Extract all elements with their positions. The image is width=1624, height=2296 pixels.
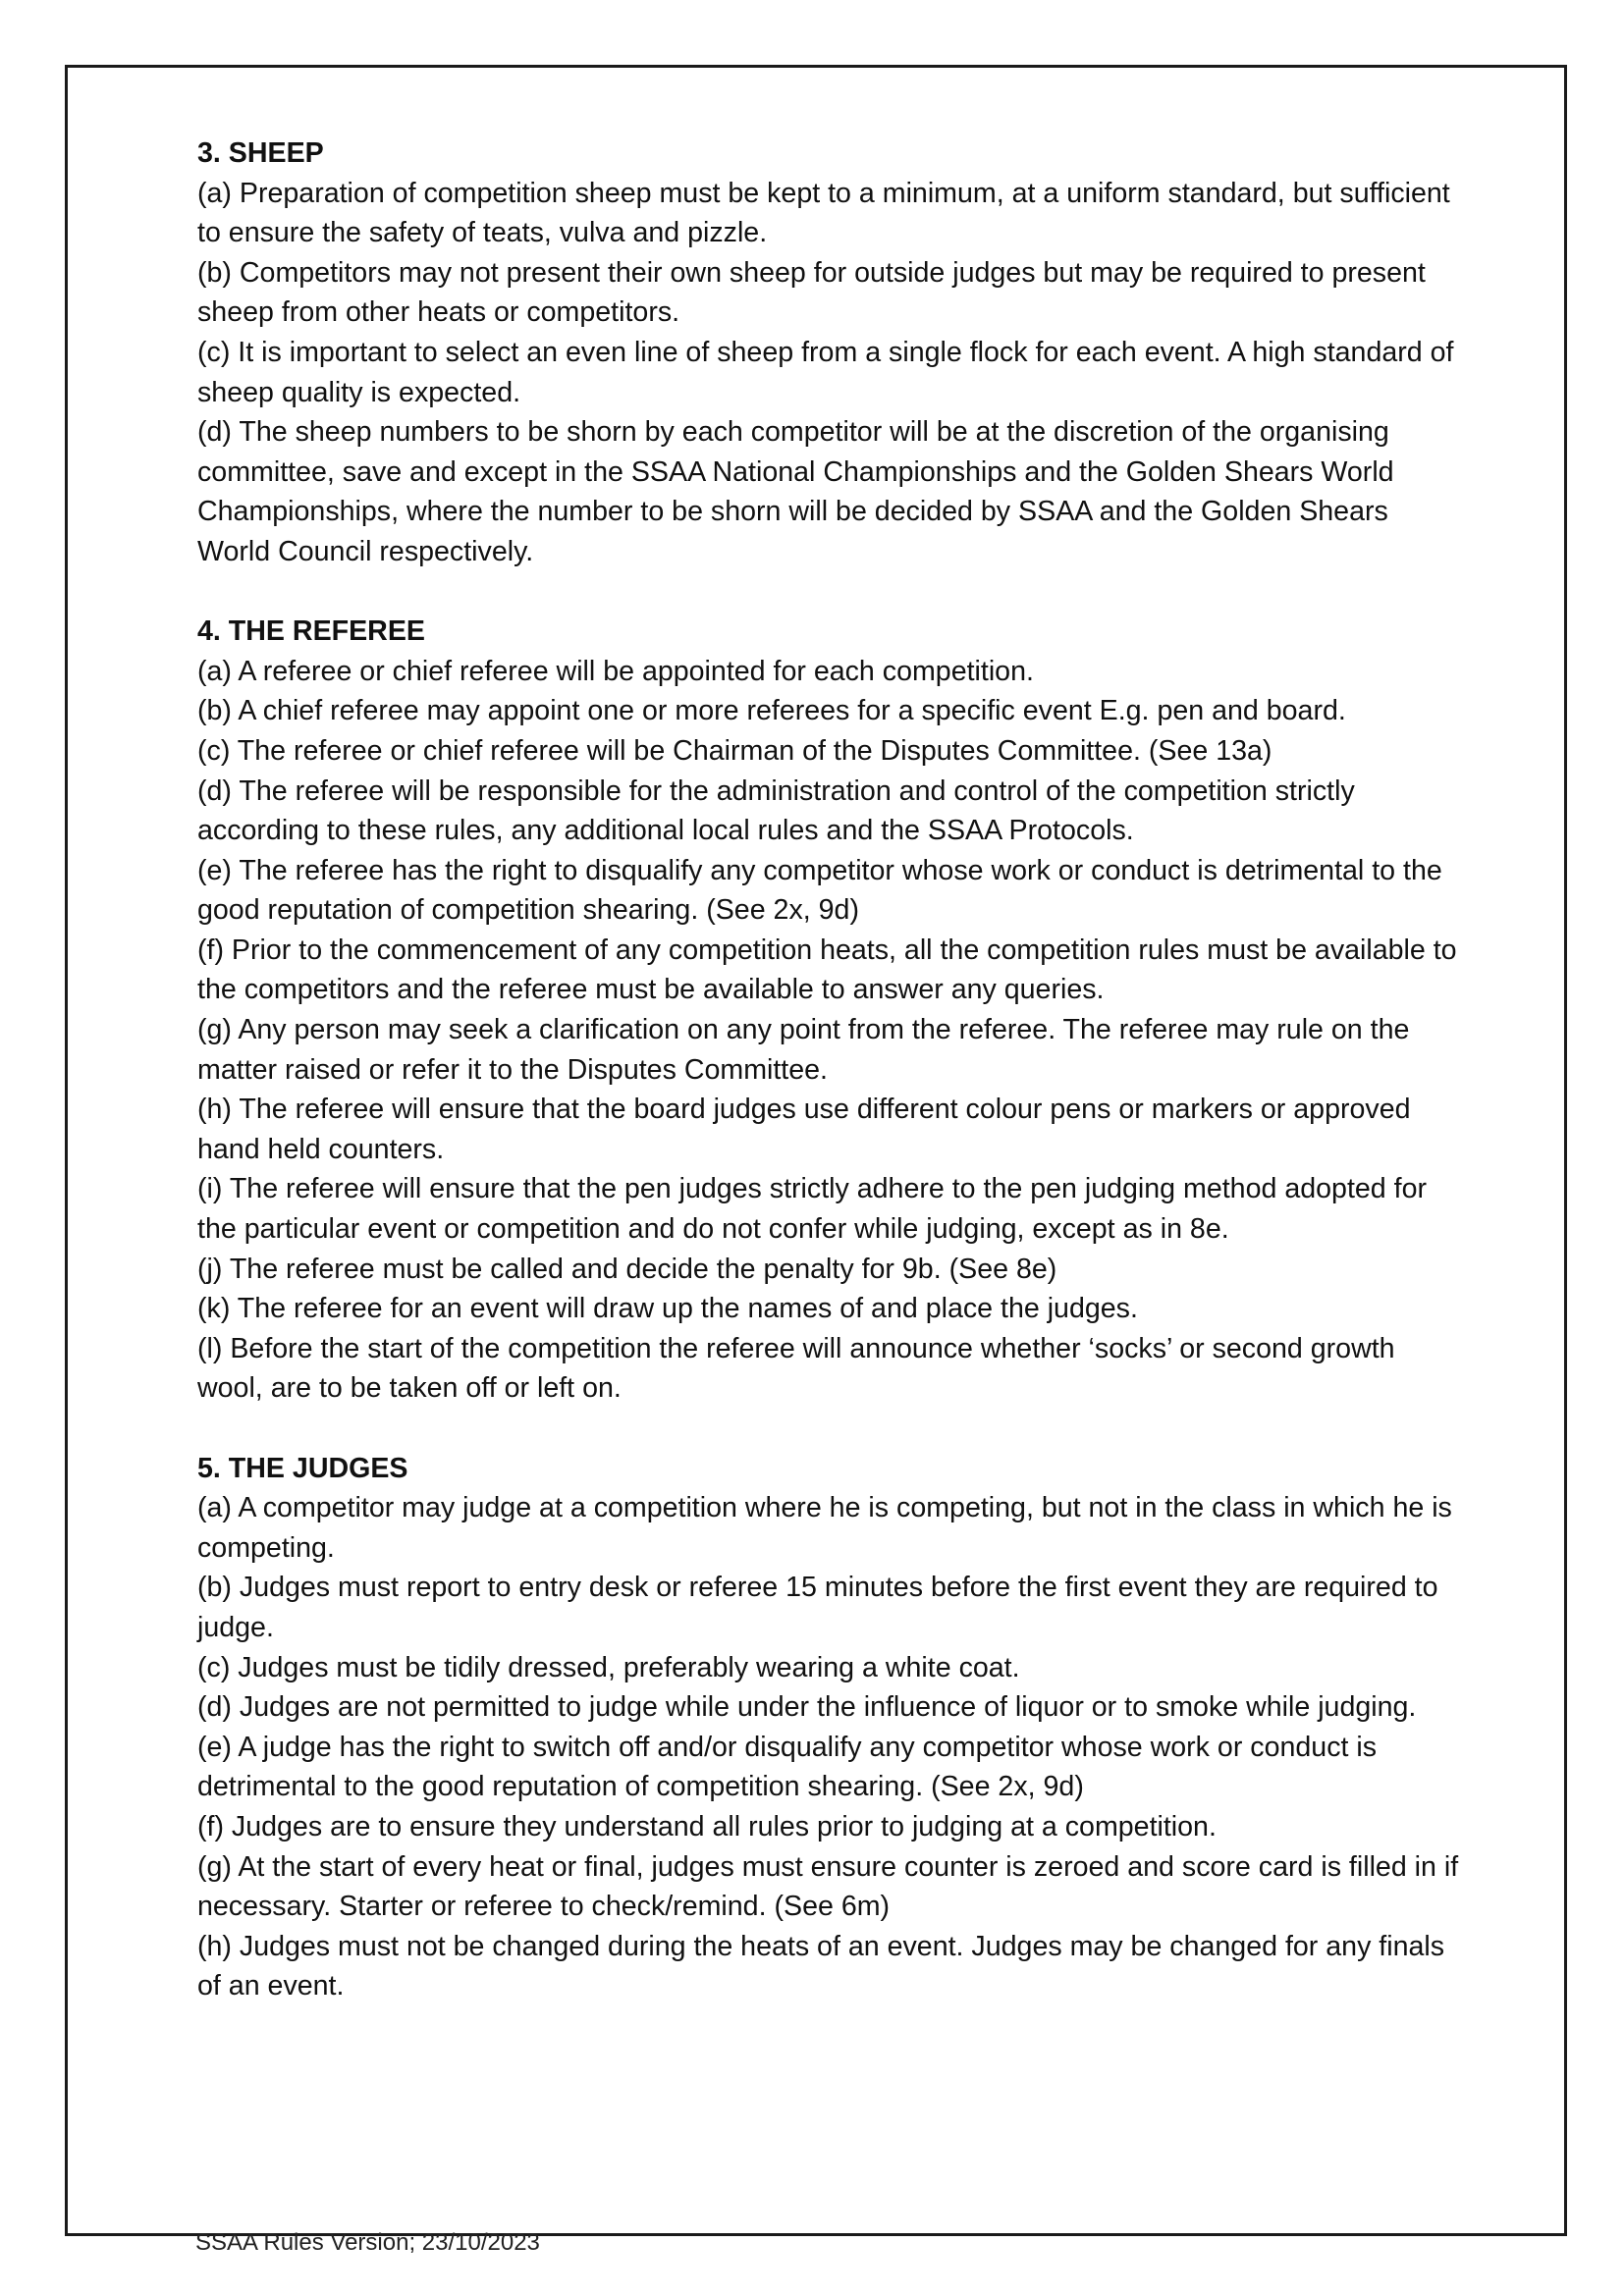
section-heading: 5. THE JUDGES: [197, 1452, 408, 1484]
rule-paragraph: (c) Judges must be tidily dressed, preferably wearing a white coat.: [197, 1651, 1020, 1683]
section-sheep: [197, 133, 1464, 572]
rule-paragraph: (b) A chief referee may appoint one or more referees for a specific event E.g. pen and board.: [197, 695, 1346, 727]
rule-paragraph: (h) The referee will ensure that the board judges use different colour pens or markers or approved hand held counters.: [197, 1094, 1411, 1165]
rule-paragraph: (c) It is important to select an even line of sheep from a single flock for each event. A high standard of sheep quality is expected.: [197, 336, 1454, 408]
rule-paragraph: (e) A judge has the right to switch off and/or disqualify any competitor whose work or conduct is detrimental to the good reputation of competition shearing. (See 2x, 9d): [197, 1731, 1378, 1803]
section-heading: 4. THE REFEREE: [197, 615, 425, 648]
footer-version: SSAA Rules Version; 23/10/2023: [195, 2229, 540, 2256]
rule-paragraph: (g) Any person may seek a clarification on any point from the referee. The referee may rule on the matter raised or refer it to the Disputes Committee.: [197, 1014, 1410, 1086]
rule-paragraph: (j) The referee must be called and decide the penalty for 9b. (See 8e): [197, 1253, 1057, 1285]
rule-paragraph: (d) The referee will be responsible for the administration and control of the competition strictly according to these rules, any additional local rules and the SSAA Protocols.: [197, 774, 1355, 847]
rule-paragraph: (a) A referee or chief referee will be appointed for each competition.: [197, 655, 1034, 687]
rule-paragraph: (d) The sheep numbers to be shorn by each competitor will be at the discretion of the organising committee, save and except in the SSAA National Championships and the Golden Shears World Championships, where the number to be shorn will be decided by SSAA and the Golden Shears World Council respectively.: [197, 416, 1394, 567]
rule-paragraph: (g) At the start of every heat or final, judges must ensure counter is zeroed and score card is filled in if necessary. Starter or referee to check/remind. (See 6m): [197, 1850, 1459, 1923]
section-judges: [197, 1449, 1464, 2006]
rule-paragraph: (d) Judges are not permitted to judge while under the influence of liquor or to smoke while judging.: [197, 1691, 1417, 1724]
rule-paragraph: (k) The referee for an event will draw up the names of and place the judges.: [197, 1293, 1138, 1325]
rule-paragraph: (i) The referee will ensure that the pen judges strictly adhere to the pen judging method adopted for the particular event or competition and do not confer while judging, except as in 8e.: [197, 1173, 1428, 1246]
rule-paragraph: (l) Before the start of the competition the referee will announce whether ‘socks’ or second growth wool, are to be taken off or left on.: [197, 1332, 1395, 1405]
rule-paragraph: (f) Prior to the commencement of any competition heats, all the competition rules must be available to the competitors and the referee must be available to answer any queries.: [197, 934, 1457, 1006]
rule-paragraph: (a) Preparation of competition sheep must be kept to a minimum, at a uniform standard, but sufficient to ensure the safety of teats, vulva and pizzle.: [197, 177, 1450, 249]
section-referee: [197, 612, 1464, 1409]
rule-paragraph: (a) A competitor may judge at a competition where he is competing, but not in the class in which he is competing.: [197, 1492, 1452, 1564]
rule-paragraph: (f) Judges are to ensure they understand all rules prior to judging at a competition.: [197, 1810, 1217, 1842]
rule-paragraph: (e) The referee has the right to disqualify any competitor whose work or conduct is detrimental to the good reputation of competition shearing. (See 2x, 9d): [197, 854, 1442, 927]
rule-paragraph: (b) Competitors may not present their own sheep for outside judges but may be required to present sheep from other heats or competitors.: [197, 256, 1426, 329]
rule-paragraph: (c) The referee or chief referee will be Chairman of the Disputes Committee. (See 13a): [197, 734, 1272, 767]
section-heading: 3. SHEEP: [197, 137, 324, 169]
rule-paragraph: (b) Judges must report to entry desk or referee 15 minutes before the first event they are required to judge.: [197, 1572, 1438, 1643]
document-body: [197, 133, 1464, 2006]
rule-paragraph: (h) Judges must not be changed during the heats of an event. Judges may be changed for any finals of an event.: [197, 1930, 1445, 2002]
